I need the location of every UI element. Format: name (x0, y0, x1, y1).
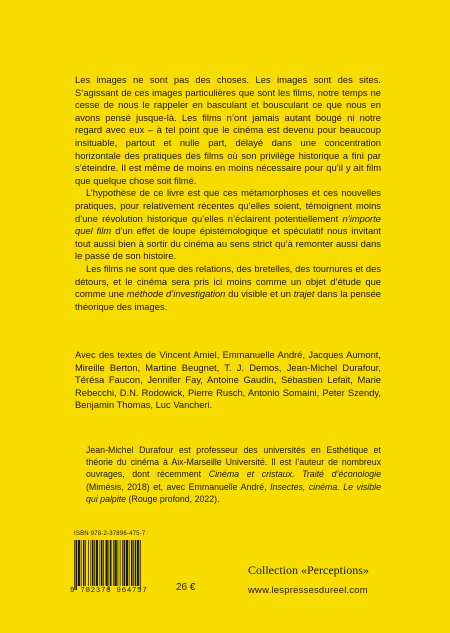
blurb-emphasis: méthode d’investigation (126, 288, 226, 300)
blurb-emphasis: trajet (293, 288, 315, 300)
blurb-text: du visible et un (225, 288, 294, 300)
bio-text: (Rouge profond, 2022). (126, 493, 220, 504)
barcode-bar (85, 540, 86, 586)
barcode-bar (83, 540, 85, 586)
publisher-website[interactable]: www.lespressesdureel.com (248, 585, 368, 596)
bio-book-title: Cinéma et cristaux. Traité d’éconologie (208, 469, 381, 480)
barcode-bar (92, 540, 94, 586)
barcode-bar (129, 540, 130, 586)
barcode-bar (124, 540, 126, 586)
barcode-bar (109, 540, 110, 590)
barcode-bar (126, 540, 128, 586)
contributors-list: Avec des textes de Vincent Amiel, Emmanuelle André, Jacques Aumont, Mireille Berton, Martine Beugnet, T. J. Demos, Jean-Michel Durafour, Térésa Faucon, Jennifer Fay, Antoine Gaudin, Sébastien Lefait, Marie Rebecchi, D.N. Rodowick, Pierre Rusch, Antonio Somaini, Peter Szendy, Benjamin Thomas, Luc Vancheri. (75, 349, 381, 411)
barcode-bar (88, 540, 89, 586)
barcode-digits: 9 782378 964757 (70, 587, 148, 595)
blurb-paragraph-2 (75, 187, 381, 263)
bio-text: (Mimésis, 2018) et, avec Emmanuelle André, (86, 481, 271, 492)
barcode-bar (101, 540, 103, 586)
barcode-bar (140, 540, 141, 590)
blurb-paragraph-1: Les images ne sont pas des choses. Les images sont des sites. S’agissant de ces images particulières que sont les films, notre temps ne cesse de nous le rappeler en basculant et bousculant ce que nous en avons pensé jusque-là. Les films n’ont jamais autant bougé ni notre regard avec eux – à tel point que le cinéma est devenu pour beaucoup insituable, partout et nulle part, délayé dans une concentration horizontale des pratiques des films où son privilège historique a fini par s’éteindre. Il est même de moins en moins nécessaire pour qu’il y ait film que quelque chose soit filmé. (75, 74, 381, 186)
barcode-icon (72, 540, 172, 590)
barcode-bar (113, 540, 114, 586)
collection-name: Collection «Perceptions» (248, 563, 369, 577)
barcode-bar (110, 540, 112, 586)
author-bio (86, 444, 381, 505)
barcode-bar (133, 540, 134, 586)
blurb-text: Les films ne sont que des relations, des bretelles, des tournures et des détours, et le cinéma sera pris ici moins comme un objet d’étude que comme une (75, 262, 381, 300)
isbn-label: ISBN 978-2-37896-475-7 (74, 531, 146, 537)
blurb-text: L’hypothèse de ce livre est que ces métamorphoses et ces nouvelles pratiques, pour relativement récentes qu’elles soient, témoignent moins d’une révolution historique qu’elles n’éclairent potentiellement (75, 187, 381, 224)
barcode-bar (120, 540, 121, 586)
bio-book-title: Insectes, cinéma. Le visible qui palpite (86, 481, 381, 504)
barcode-bar (103, 540, 104, 586)
bio-text: Jean-Michel Durafour est professeur des universités en Esthétique et théorie du cinéma à Aix-Marseille Université. Il est l’auteur de nombreux ouvrages, dont récemment (86, 445, 381, 480)
price: 26 € (176, 582, 196, 593)
barcode-bar (96, 540, 98, 586)
barcode-bar (118, 540, 119, 586)
barcode-bar (94, 540, 95, 586)
barcode-bar (76, 540, 78, 590)
blurb (75, 74, 381, 313)
blurb-emphasis: n’importe quel film (75, 212, 381, 237)
barcode-bar (131, 540, 133, 586)
barcode-bar (74, 540, 75, 590)
barcode-bar (137, 540, 139, 586)
barcode-bar (81, 540, 82, 586)
barcode-bar (100, 540, 101, 586)
barcode-bar (122, 540, 123, 586)
blurb-paragraph-3 (75, 263, 381, 313)
barcode-bar (78, 540, 80, 586)
barcode-bar (115, 540, 117, 586)
barcode-bar (135, 540, 137, 586)
blurb-text: dans la pensée théorique des images. (75, 288, 381, 312)
barcode-bar (91, 540, 92, 586)
blurb-text: d’un effet de loupe épistémologique et spéculatif nous invitant tout aussi bien à sortir du cinéma au sens strict qu’à remonter aussi dans le passé de son histoire. (75, 225, 381, 262)
barcode-bar (106, 540, 108, 586)
